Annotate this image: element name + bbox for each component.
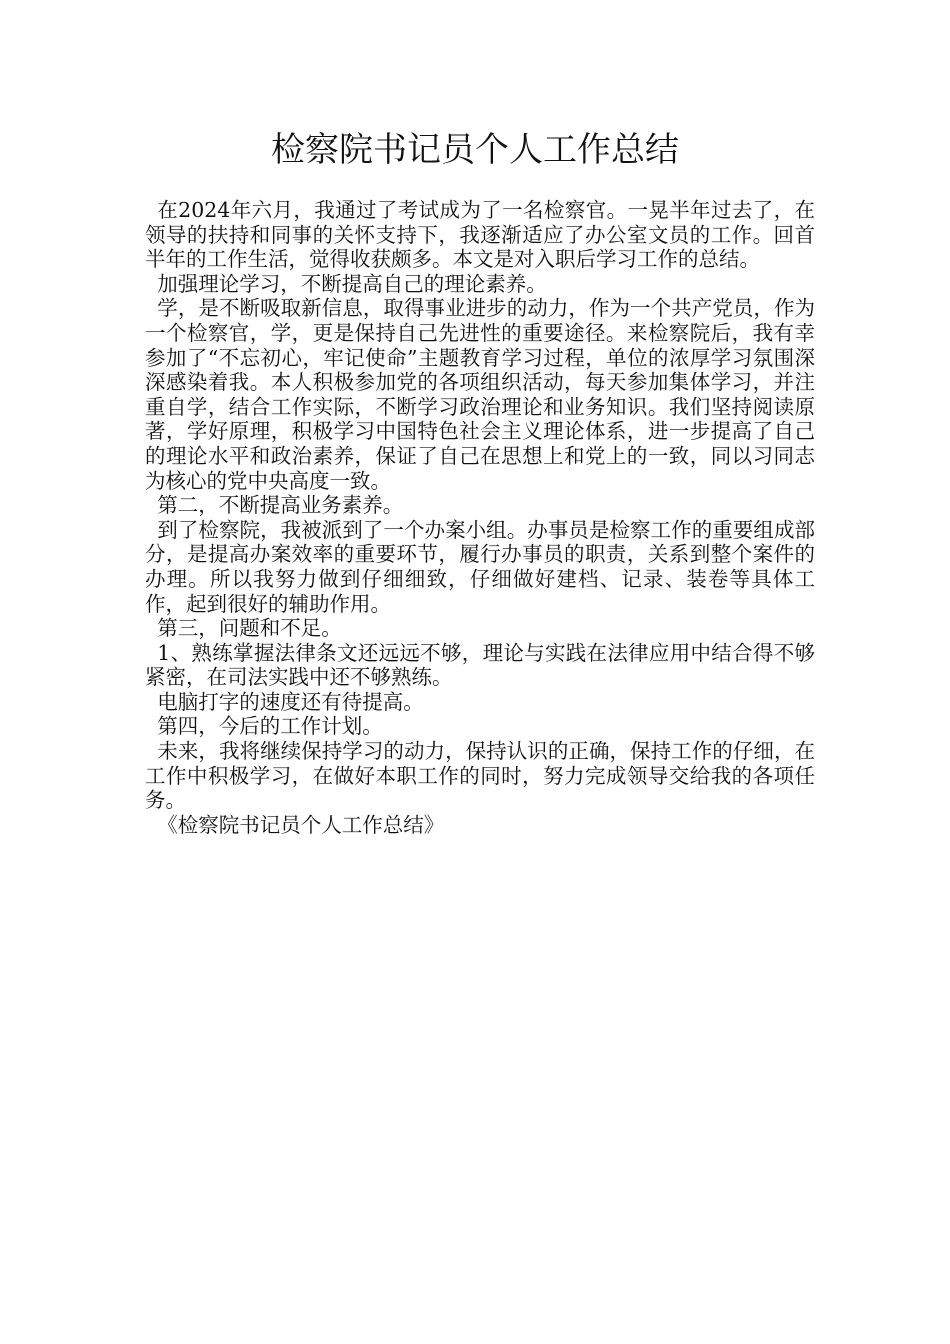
document-title: 检察院书记员个人工作总结 (271, 130, 679, 170)
heading-problems: 第三，问题和不足。 (157, 616, 342, 641)
paragraph-problem-2: 电脑打字的速度还有待提高。 (157, 689, 424, 714)
paragraph-professional-skills: 到了检察院，我被派到了一个办案小组。办事员是检察工作的重要组成部分，是提高办案效率的重要环节，履行办事员的职责，关系到整个案件的办理。所以我努力做到仔细细致，仔细做好建档、记录、装卷等具体工作，起到很好的辅助作用。 (145, 517, 815, 616)
paragraph-intro: 在2024年六月，我通过了考试成为了一名检察官。一晃半年过去了，在领导的扶持和同事的关怀支持下，我逐渐适应了办公室文员的工作。回首半年的工作生活，觉得收获颇多。本文是对入职后学习工作的总结。 (145, 198, 815, 272)
heading-future-plan: 第四，今后的工作计划。 (157, 714, 383, 739)
paragraph-future-plan: 未来，我将继续保持学习的动力，保持认识的正确，保持工作的仔细，在工作中积极学习，在做好本职工作的同时，努力完成领导交给我的各项任务。 (145, 739, 815, 813)
heading-theory-study: 加强理论学习，不断提高自己的理论素养。 (157, 271, 547, 296)
heading-professional-skills: 第二，不断提高业务素养。 (157, 493, 404, 518)
document-body (145, 198, 815, 837)
paragraph-theory-study: 学，是不断吸取新信息，取得事业进步的动力，作为一个共产党员，作为一个检察官，学，更是保持自己先进性的重要途径。来检察院后，我有幸参加了“不忘初心，牢记使命”主题教育学习过程，单位的浓厚学习氛围深深感染着我。本人积极参加党的各项组织活动，每天参加集体学习，并注重自学，结合工作实际，不断学习政治理论和业务知识。我们坚持阅读原著，学好原理，积极学习中国特色社会主义理论体系，进一步提高了自己的理论水平和政治素养，保证了自己在思想上和党上的一致，同以习同志为核心的党中央高度一致。 (145, 296, 815, 493)
document-footer-title: 《检察院书记员个人工作总结》 (157, 812, 445, 837)
paragraph-problem-1: 1、熟练掌握法律条文还远远不够，理论与实践在法律应用中结合得不够紧密，在司法实践中还不够熟练。 (145, 640, 815, 690)
